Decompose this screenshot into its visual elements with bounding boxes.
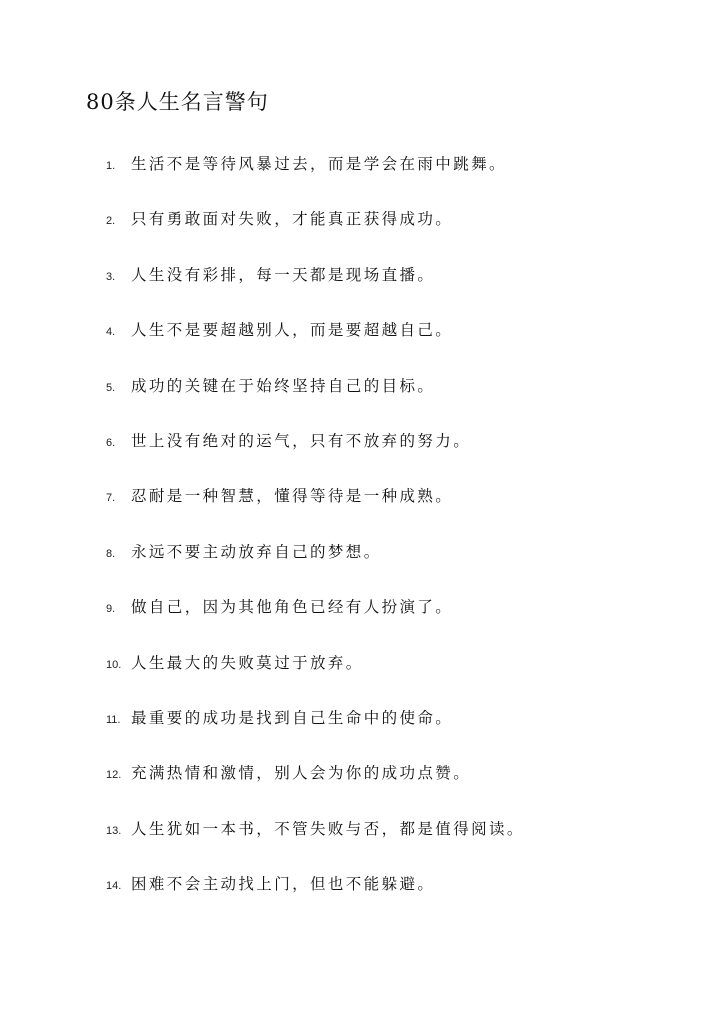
list-item [0, 257, 720, 312]
quote-text: 人生犹如一本书，不管失败与否，都是值得阅读。 [131, 819, 525, 838]
quote-text: 做自己，因为其他角色已经有人扮演了。 [131, 598, 454, 617]
list-item [0, 645, 720, 700]
item-number: 11. [106, 713, 121, 726]
quote-text: 只有勇敢面对失败，才能真正获得成功。 [131, 210, 454, 229]
item-number: 9. [106, 603, 116, 616]
quote-text: 世上没有绝对的运气，只有不放弃的努力。 [131, 431, 472, 450]
item-number: 1. [106, 160, 116, 172]
quote-list [0, 146, 720, 921]
list-item [0, 146, 720, 201]
item-number: 6. [106, 436, 116, 449]
document-title: 80条人生名言警句 [86, 90, 269, 114]
item-number: 12. [106, 769, 122, 782]
quote-text: 困难不会主动找上门，但也不能躲避。 [131, 875, 436, 894]
quote-text: 充满热情和激情，别人会为你的成功点赞。 [131, 764, 472, 783]
quote-text: 永远不要主动放弃自己的梦想。 [131, 542, 382, 561]
list-item [0, 312, 720, 367]
list-item [0, 866, 720, 921]
quote-text: 人生不是要超越别人，而是要超越自己。 [131, 321, 454, 340]
item-number: 2. [106, 215, 116, 228]
item-number: 3. [106, 270, 116, 283]
quote-text: 最重要的成功是找到自己生命中的使命。 [131, 708, 454, 727]
item-number: 8. [106, 547, 116, 560]
list-item [0, 700, 720, 755]
list-item [0, 478, 720, 533]
quote-text: 忍耐是一种智慧，懂得等待是一种成熟。 [131, 487, 454, 506]
quote-text: 人生最大的失败莫过于放弃。 [131, 653, 364, 672]
item-number: 7. [106, 492, 116, 505]
list-item [0, 755, 720, 810]
item-number: 4. [106, 326, 116, 339]
list-item [0, 534, 720, 589]
item-number: 14. [106, 880, 122, 893]
list-item [0, 423, 720, 478]
item-number: 10. [106, 658, 122, 671]
item-number: 13. [106, 824, 122, 837]
quote-text: 人生没有彩排，每一天都是现场直播。 [131, 265, 436, 284]
list-item [0, 201, 720, 256]
item-number: 5. [106, 381, 116, 394]
list-item [0, 589, 720, 644]
quote-text: 生活不是等待风暴过去，而是学会在雨中跳舞。 [131, 155, 507, 173]
quote-text: 成功的关键在于始终坚持自己的目标。 [131, 376, 436, 395]
list-item [0, 368, 720, 423]
list-item [0, 811, 720, 866]
